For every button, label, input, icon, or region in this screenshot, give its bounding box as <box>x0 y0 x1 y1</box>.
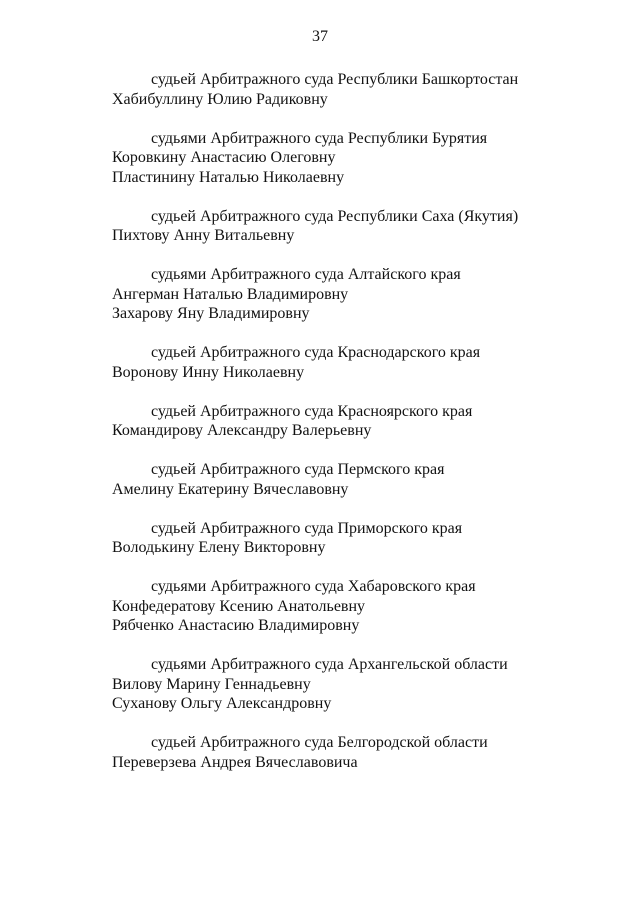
court-heading: судьей Арбитражного суда Республики Башкортостан <box>151 71 519 88</box>
appointment-block <box>112 402 592 441</box>
judge-name: Переверзева Андрея Вячеславовича <box>112 753 358 771</box>
judge-name: Пластинину Наталью Николаевну <box>112 168 345 186</box>
judge-name: Рябченко Анастасию Владимировну <box>112 617 360 634</box>
judge-name: Володькину Елену Викторовну <box>112 539 326 556</box>
appointment-block <box>112 577 592 636</box>
court-heading: судьями Арбитражного суда Республики Бурятия <box>151 129 488 147</box>
appointment-block <box>112 733 592 772</box>
page-number: 37 <box>312 28 328 45</box>
court-heading: судьей Арбитражного суда Краснодарского края <box>151 344 481 361</box>
judge-name: Пихтову Анну Витальевну <box>112 227 295 244</box>
court-heading: судьями Арбитражного суда Алтайского края <box>151 266 461 283</box>
judge-name: Ангерман Наталью Владимировну <box>112 285 349 303</box>
judge-name: Коровкину Анастасию Олеговну <box>112 149 336 166</box>
judge-name: Вилову Марину Геннадьевну <box>112 675 311 693</box>
court-heading: судьей Арбитражного суда Красноярского края <box>151 402 473 420</box>
court-heading: судьей Арбитражного суда Приморского края <box>151 519 463 537</box>
appointment-block <box>112 460 592 499</box>
court-heading: судьей Арбитражного суда Пермского края <box>151 461 445 478</box>
court-heading: судьей Арбитражного суда Белгородской области <box>151 734 488 751</box>
judge-name: Командирову Александру Валерьевну <box>112 422 372 439</box>
appointment-block <box>112 655 592 714</box>
judge-name: Захарову Яну Владимировну <box>112 305 310 322</box>
judge-name: Хабибуллину Юлию Радиковну <box>112 90 328 108</box>
appointment-block <box>112 207 592 246</box>
appointments-list <box>112 70 592 792</box>
court-heading: судьями Арбитражного суда Архангельской области <box>151 656 508 673</box>
appointment-block <box>112 129 592 188</box>
judge-name: Конфедератову Ксению Анатольевну <box>112 597 366 615</box>
judge-name: Суханову Ольгу Александровну <box>112 695 332 712</box>
judge-name: Амелину Екатерину Вячеславовну <box>112 480 349 498</box>
appointment-block <box>112 343 592 382</box>
appointment-block <box>112 70 592 109</box>
court-heading: судьей Арбитражного суда Республики Саха (Якутия) <box>151 207 519 225</box>
appointment-block <box>112 519 592 558</box>
court-heading: судьями Арбитражного суда Хабаровского края <box>151 578 476 595</box>
appointment-block <box>112 265 592 324</box>
judge-name: Воронову Инну Николаевну <box>112 363 305 381</box>
